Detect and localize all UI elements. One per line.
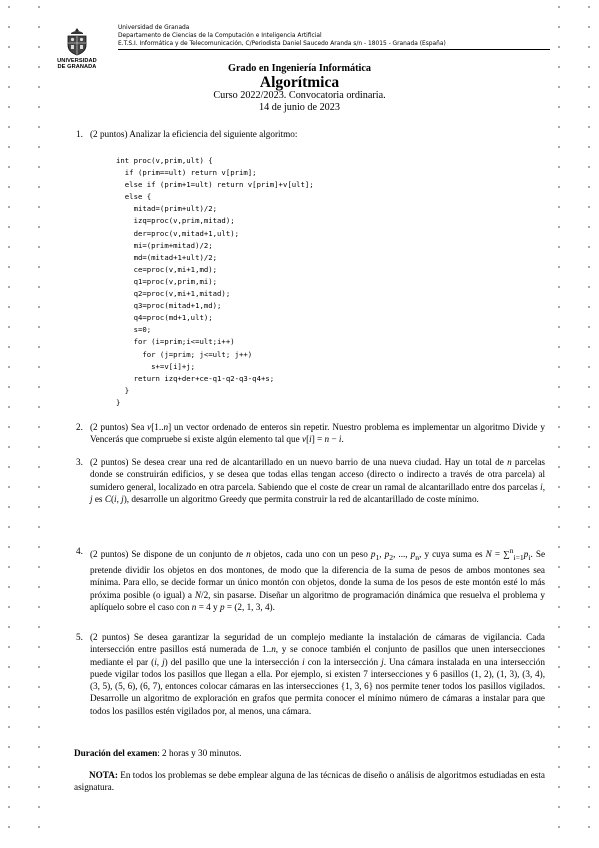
margin-dot <box>8 606 10 608</box>
margin-dot <box>8 326 10 328</box>
margin-dot <box>558 46 560 48</box>
math-var: i, j <box>154 656 165 667</box>
margin-dot <box>8 286 10 288</box>
crest-icon <box>66 28 88 56</box>
margin-dot <box>8 166 10 168</box>
margin-dot <box>8 826 10 828</box>
problem-2 <box>76 421 545 446</box>
math-var: p <box>384 549 390 560</box>
margin-dot <box>588 146 590 148</box>
margin-dots-right-outer <box>586 6 594 842</box>
math-var: p <box>410 549 416 560</box>
margin-dot <box>38 726 40 728</box>
exam-date: 14 de junio de 2023 <box>259 102 340 113</box>
math-var: i <box>302 656 305 667</box>
math-var: N <box>194 589 202 600</box>
degree-title: Grado en Ingeniería Informática <box>228 63 371 74</box>
problem-text: (2 puntos) Analizar la eficiencia del siguiente algoritmo: <box>90 129 298 139</box>
margin-dot <box>8 526 10 528</box>
margin-dot <box>558 526 560 528</box>
math-var: j <box>381 656 384 667</box>
margin-dot <box>38 186 40 188</box>
margin-dot <box>558 446 560 448</box>
math-var: C <box>104 493 111 504</box>
margin-dot <box>38 746 40 748</box>
margin-dot <box>8 566 10 568</box>
text-run: /2, sin pasarse. Diseñar un algoritmo de programación dinámica que resuelva el problema y aplíquelo sobre el caso con <box>90 589 545 613</box>
margin-dot <box>8 766 10 768</box>
margin-dot <box>38 566 40 568</box>
margin-dot <box>8 6 10 8</box>
margin-dot <box>588 586 590 588</box>
duration-value: : 2 horas y 30 minutos. <box>157 748 242 758</box>
margin-dot <box>588 386 590 388</box>
margin-dot <box>8 446 10 448</box>
exam-note <box>74 769 545 794</box>
margin-dot <box>588 806 590 808</box>
margin-dot <box>38 806 40 808</box>
code-line: s+=v[i]+j; <box>116 361 196 371</box>
text-run: (2 puntos) Se desea garantizar la seguridad de un complejo mediante la instalación de cámaras de vigilancia. Cada intersección entre pasillos está numerada de 1.. <box>90 632 545 655</box>
margin-dot <box>38 306 40 308</box>
margin-dot <box>8 806 10 808</box>
department-name: Departamento de Ciencias de la Computación e Inteligencia Artificial <box>118 33 322 40</box>
code-line: q3=proc(mitad+1,md); <box>116 301 222 311</box>
text-run: − <box>329 434 339 445</box>
margin-dot <box>588 526 590 528</box>
text-run: [1.. <box>151 422 164 432</box>
margin-dot <box>558 126 560 128</box>
margin-dot <box>38 666 40 668</box>
text-run: . <box>341 434 344 445</box>
code-line: der=proc(v,mitad+1,ult); <box>116 228 240 238</box>
code-line: s=0; <box>116 325 152 335</box>
margin-dot <box>38 586 40 588</box>
margin-dot <box>38 406 40 408</box>
duration-label: Duración del examen <box>74 748 158 758</box>
problem-4 <box>76 545 546 613</box>
margin-dot <box>588 766 590 768</box>
problem-number: 5. <box>76 632 83 642</box>
margin-dot <box>558 546 560 548</box>
text-run: = 4 y <box>196 602 220 613</box>
margin-dot <box>588 266 590 268</box>
margin-dot <box>8 726 10 728</box>
code-line: int proc(v,prim,ult) { <box>116 156 213 165</box>
margin-dot <box>588 826 590 828</box>
logo-label-line2: DE GRANADA <box>57 64 97 71</box>
margin-dot <box>558 426 560 428</box>
margin-dot <box>8 306 10 308</box>
margin-dot <box>588 626 590 628</box>
logo-label-line1: UNIVERSIDAD <box>57 58 97 64</box>
math-var: n <box>507 457 512 467</box>
margin-dot <box>588 6 590 8</box>
margin-dot <box>558 466 560 468</box>
margin-dot <box>8 646 10 648</box>
margin-dot <box>8 586 10 588</box>
text-run: ( <box>110 493 115 504</box>
school-address: E.T.S.I. Informática y de Telecomunicación, C/Periodista Daniel Saucedo Aranda s/n - 18015 - Granada (España) <box>118 40 550 49</box>
margin-dot <box>38 506 40 508</box>
margin-dot <box>38 826 40 828</box>
code-line: else if (prim+1=ult) return v[prim]+v[ult]; <box>116 180 314 190</box>
margin-dot <box>588 186 590 188</box>
text-run: ] un vector ordenado de enteros sin repetir. Nuestro problema es implementar un algoritmo Divide y Vencerás que compruebe si existe algún elemento tal que <box>90 422 545 445</box>
margin-dot <box>8 346 10 348</box>
code-line: ce=proc(v,mi+1,md); <box>116 264 218 274</box>
code-line: q2=proc(v,mi+1,mitad); <box>116 289 231 299</box>
margin-dot <box>8 486 10 488</box>
margin-dot <box>38 6 40 8</box>
margin-dot <box>588 26 590 28</box>
text-run: (2 puntos) Sea <box>90 422 148 432</box>
math-var: i <box>338 434 342 445</box>
code-line: } <box>116 385 130 395</box>
margin-dot <box>558 706 560 708</box>
margin-dots-left-outer <box>6 6 14 842</box>
margin-dot <box>588 286 590 288</box>
text-run: , <box>379 549 385 560</box>
margin-dot <box>38 346 40 348</box>
margin-dot <box>38 366 40 368</box>
margin-dot <box>38 646 40 648</box>
margin-dot <box>558 166 560 168</box>
margin-dot <box>558 786 560 788</box>
margin-dot <box>588 786 590 788</box>
course-info: Curso 2022/2023. Convocatoria ordinaria. <box>213 90 386 101</box>
math-var: i, j <box>90 481 545 504</box>
margin-dot <box>8 366 10 368</box>
margin-dot <box>38 526 40 528</box>
margin-dot <box>8 266 10 268</box>
subscript: 1 <box>375 552 380 562</box>
margin-dot <box>588 446 590 448</box>
code-line: } <box>116 397 121 407</box>
margin-dot <box>558 726 560 728</box>
margin-dot <box>38 386 40 388</box>
margin-dot <box>38 426 40 428</box>
margin-dot <box>588 226 590 228</box>
note-text: En todos los problemas se debe emplear alguna de las técnicas de diseño o análisis de algoritmos estudiadas en esta asignatura. <box>74 770 545 793</box>
margin-dot <box>588 666 590 668</box>
letterhead <box>118 24 550 50</box>
code-line: md=(mitad+1+ult)/2; <box>116 252 218 262</box>
math-var: p <box>370 549 376 560</box>
margin-dot <box>558 686 560 688</box>
margin-dot <box>588 406 590 408</box>
margin-dot <box>558 26 560 28</box>
problem-number: 1. <box>76 129 83 139</box>
text-run: , y se conoce también el conjunto de pasillos que unen intersecciones mediante el par ( <box>90 644 545 667</box>
margin-dot <box>8 786 10 788</box>
text-run: ) del pasillo que une la intersección <box>164 656 303 667</box>
exam-titles <box>0 63 599 114</box>
text-run: . Se pretende dividir los objetos en dos montones, de modo que la diferencia de la suma de pesos de ambos montones sea mínima. Para ello, se decide formar un único montón con objetos, donde la suma de los pesos de este montón esté lo más próxima posible (o igual) a <box>90 549 546 600</box>
problem-number: 4. <box>76 546 83 556</box>
text-run: parcelas donde se construirán edificios, y se desea que todas ellas tengan acceso (directo o indirecto a través de otra parcela) al sumidero general, localizado en otra parcela. Sabiendo que el coste de crear un ramal de alcantarillado entre dos parcelas <box>90 457 545 492</box>
margin-dot <box>588 246 590 248</box>
margin-dot <box>558 826 560 828</box>
margin-dot <box>38 466 40 468</box>
margin-dot <box>38 226 40 228</box>
margin-dot <box>38 206 40 208</box>
code-line: izq=proc(v,prim,mitad); <box>116 216 235 226</box>
margin-dot <box>558 326 560 328</box>
math-var: p <box>219 602 225 613</box>
problem-3 <box>76 456 545 505</box>
margin-dot <box>588 486 590 488</box>
text-run: (2 puntos) Se dispone de un conjunto de <box>90 549 247 560</box>
margin-dot <box>8 546 10 548</box>
margin-dot <box>8 426 10 428</box>
margin-dot <box>38 546 40 548</box>
margin-dot <box>588 706 590 708</box>
university-name: Universidad de Granada <box>118 25 190 31</box>
math-var: v <box>302 434 307 445</box>
note-label: NOTA: <box>89 770 118 780</box>
text-run: = (2, 1, 3, 4). <box>224 602 275 613</box>
code-line: for (i=prim;i<=ult;i++) <box>116 337 235 347</box>
margin-dot <box>558 746 560 748</box>
problem-5 <box>76 631 545 717</box>
code-line: for (j=prim; j<=ult; j++) <box>116 349 253 359</box>
math-var: n <box>271 644 276 655</box>
margin-dot <box>558 586 560 588</box>
margin-dot <box>8 226 10 228</box>
subscript: 2 <box>389 552 394 562</box>
text-run: = ∑ <box>491 549 510 560</box>
exam-duration <box>74 747 241 759</box>
text-run: objetos, cada uno con un peso <box>250 549 371 560</box>
margin-dot <box>558 566 560 568</box>
margin-dot <box>558 286 560 288</box>
algorithm-code <box>116 155 314 409</box>
margin-dot <box>8 386 10 388</box>
margin-dot <box>8 706 10 708</box>
margin-dot <box>588 686 590 688</box>
code-line: mi=(prim+mitad)/2; <box>116 240 213 250</box>
code-line: else { <box>116 192 152 202</box>
margin-dot <box>558 406 560 408</box>
margin-dot <box>558 146 560 148</box>
margin-dot <box>8 126 10 128</box>
margin-dot <box>38 246 40 248</box>
code-line: mitad=(prim+ult)/2; <box>116 204 218 214</box>
margin-dot <box>588 126 590 128</box>
superscript: n <box>509 546 514 555</box>
code-line: q4=proc(md+1,ult); <box>116 313 213 323</box>
subject-title: Algorítmica <box>259 74 340 91</box>
margin-dot <box>588 46 590 48</box>
margin-dot <box>588 506 590 508</box>
margin-dot <box>588 646 590 648</box>
margin-dot <box>588 366 590 368</box>
text-run: (2 puntos) Se desea crear una red de alcantarillado en un nuevo barrio de una nueva ciudad. Hay un total de <box>90 457 508 467</box>
margin-dot <box>588 566 590 568</box>
margin-dot <box>588 206 590 208</box>
margin-dot <box>8 746 10 748</box>
text-run: con la intersección <box>304 656 382 667</box>
margin-dot <box>558 226 560 228</box>
text-run: [ <box>306 434 310 445</box>
margin-dot <box>38 766 40 768</box>
margin-dots-left-inner <box>36 6 44 842</box>
margin-dot <box>8 626 10 628</box>
margin-dot <box>588 326 590 328</box>
math-var: i, j <box>114 493 124 504</box>
text-run: , ..., <box>393 549 411 560</box>
margin-dot <box>8 246 10 248</box>
margin-dot <box>588 746 590 748</box>
margin-dot <box>38 166 40 168</box>
margin-dot <box>558 246 560 248</box>
margin-dot <box>38 446 40 448</box>
margin-dot <box>558 186 560 188</box>
math-var: n <box>191 602 197 613</box>
code-line: return izq+der+ce-q1-q2-q3-q4+s; <box>116 373 275 383</box>
margin-dot <box>8 46 10 48</box>
text-run: , y cuya suma es <box>419 549 486 560</box>
margin-dot <box>38 706 40 708</box>
code-line: q1=proc(v,prim,mi); <box>116 276 218 286</box>
text-run: es <box>92 493 105 504</box>
margin-dots-right-inner <box>556 6 564 842</box>
margin-dot <box>588 726 590 728</box>
margin-dot <box>38 786 40 788</box>
margin-dot <box>558 506 560 508</box>
margin-dot <box>8 206 10 208</box>
math-var: n <box>246 549 251 560</box>
margin-dot <box>38 126 40 128</box>
margin-dot <box>8 466 10 468</box>
margin-dot <box>558 666 560 668</box>
margin-dot <box>558 626 560 628</box>
text-run: ] = <box>311 434 325 445</box>
margin-dot <box>8 686 10 688</box>
margin-dot <box>588 346 590 348</box>
problem-number: 2. <box>76 422 83 432</box>
margin-dot <box>588 546 590 548</box>
math-var: N <box>485 549 492 560</box>
margin-dot <box>558 766 560 768</box>
margin-dot <box>558 486 560 488</box>
margin-dot <box>8 506 10 508</box>
margin-dot <box>38 146 40 148</box>
margin-dot <box>38 326 40 328</box>
margin-dot <box>38 26 40 28</box>
code-line: if (prim==ult) return v[prim]; <box>116 168 257 178</box>
margin-dot <box>588 606 590 608</box>
margin-dot <box>558 6 560 8</box>
math-var: n <box>163 422 169 432</box>
margin-dot <box>588 166 590 168</box>
margin-dot <box>588 466 590 468</box>
subscript: i=1 <box>513 552 524 562</box>
margin-dot <box>588 306 590 308</box>
margin-dot <box>8 666 10 668</box>
margin-dot <box>558 806 560 808</box>
margin-dot <box>8 406 10 408</box>
margin-dot <box>558 206 560 208</box>
text-run: ), desarrolle un algoritmo Greedy que permita construir la red de alcantarillado de coste mínimo. <box>123 493 479 504</box>
margin-dot <box>38 606 40 608</box>
margin-dot <box>558 266 560 268</box>
margin-dot <box>8 26 10 28</box>
margin-dot <box>8 146 10 148</box>
margin-dot <box>558 346 560 348</box>
margin-dot <box>558 386 560 388</box>
margin-dot <box>38 46 40 48</box>
math-var: n <box>324 434 330 445</box>
margin-dot <box>8 186 10 188</box>
math-var: v <box>147 422 152 432</box>
margin-dot <box>38 266 40 268</box>
margin-dot <box>38 686 40 688</box>
margin-dot <box>558 366 560 368</box>
margin-dot <box>558 606 560 608</box>
margin-dot <box>588 426 590 428</box>
math-var: p <box>523 549 529 560</box>
margin-dot <box>558 646 560 648</box>
problem-1 <box>76 128 545 140</box>
problem-number: 3. <box>76 457 83 467</box>
margin-dot <box>38 286 40 288</box>
text-run: . Una cámara instalada en una intersección puede vigilar todos los pasillos que llegan a ella. Por ejemplo, si existen 7 intersecciones y 6 pasillos (1, 2), (1, 3), (3, 4), (3, 5), (5, 6), (6, 7), entonces colocar cámaras en las intersecciones {1, 3, 6} nos permite tener todos los pasillos vigilados. Desarrolle un algoritmo de exploración en grafos que permita conocer el mínimo número de cámaras a instalar para que todos los pasillos estén vigilados por, al menos, una cámara. <box>90 656 545 716</box>
subscript: n <box>415 552 420 562</box>
margin-dot <box>558 306 560 308</box>
math-var: i <box>309 434 312 445</box>
subscript: i <box>528 552 531 562</box>
margin-dot <box>38 626 40 628</box>
margin-dot <box>38 486 40 488</box>
